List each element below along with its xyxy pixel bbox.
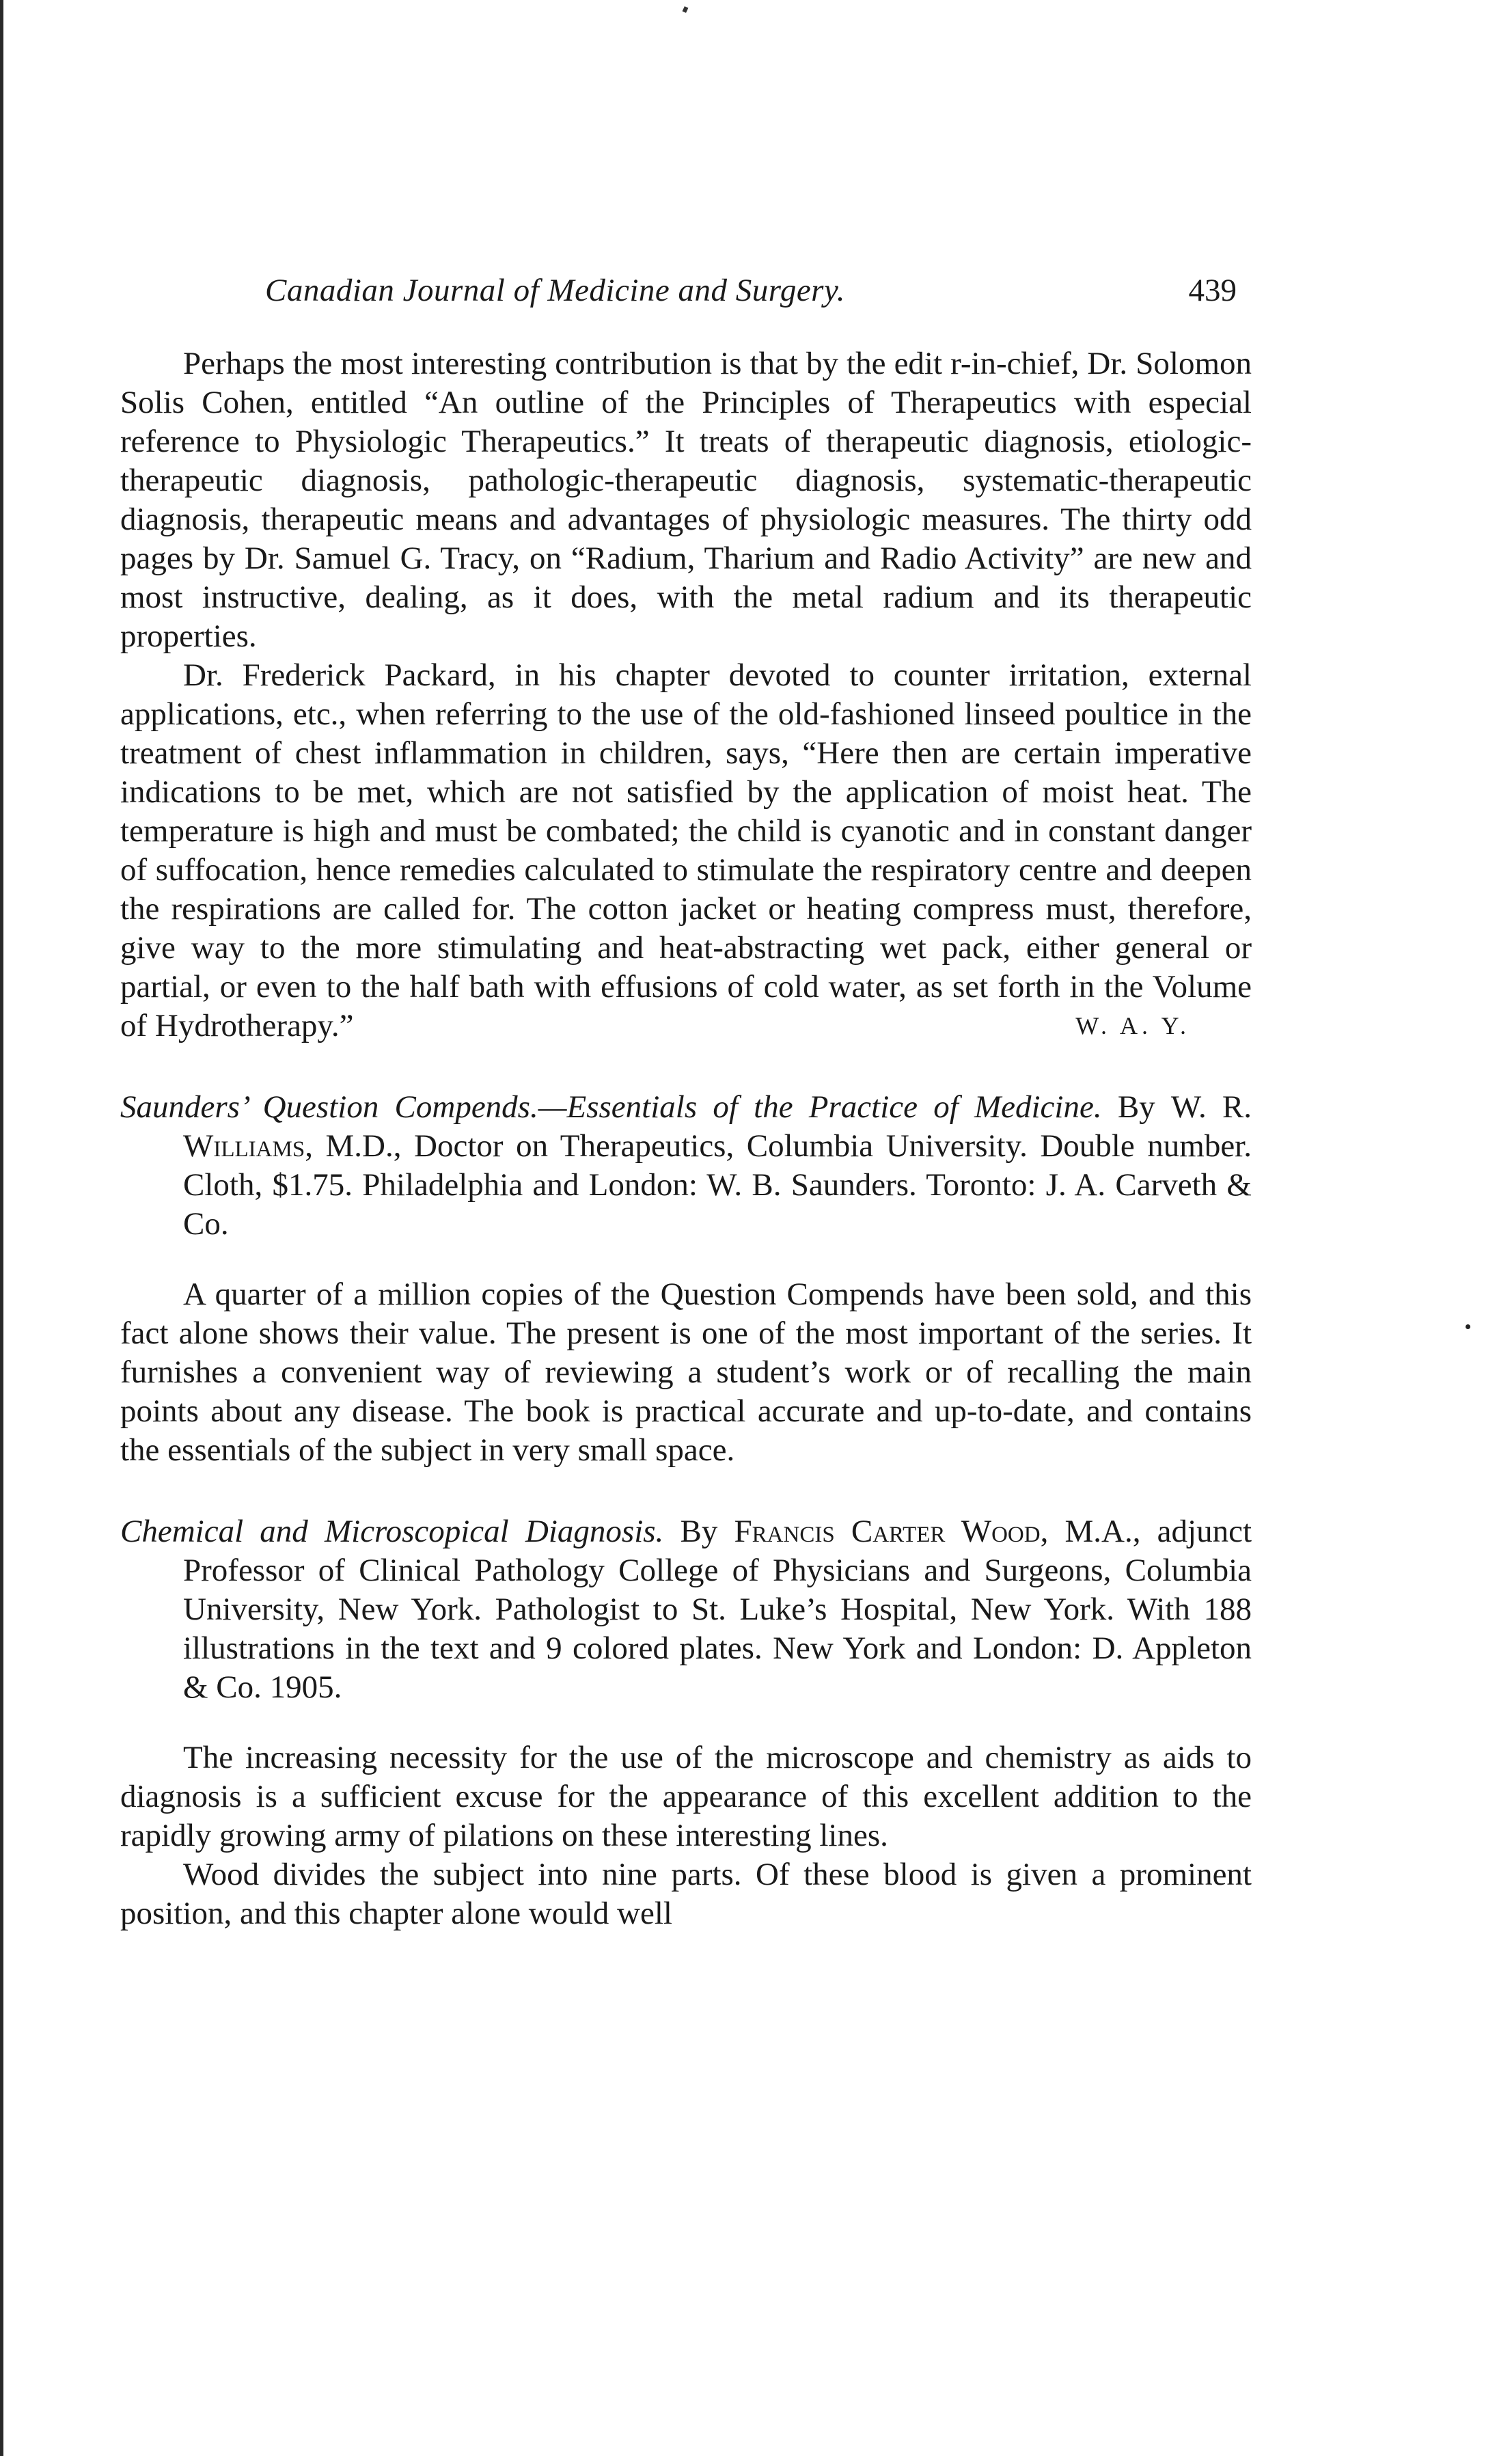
book-details: , M.D., Doctor on Therapeutics, Columbia University. Double number. Cloth, $1.75. Philadelphia and London: W. B. Saunders. Toronto: J. A. Carveth & Co. [183, 1128, 1252, 1242]
page-number: 439 [1188, 273, 1237, 308]
book-title: Saunders’ Question Compends.—Essentials of the Practice of Medicine. [120, 1089, 1102, 1125]
review-diagnosis [120, 1738, 1252, 1933]
by-label: By [1117, 1089, 1155, 1125]
book-author: W. R. Williams [183, 1089, 1252, 1164]
page-header [120, 272, 1252, 317]
book-citation [120, 1088, 1252, 1244]
book-title: Chemical and Microscopical Diagnosis. [120, 1514, 664, 1549]
review-therapeutics [120, 344, 1252, 1046]
ink-speck [1466, 1324, 1470, 1329]
book-author: Francis Carter Wood [734, 1514, 1041, 1549]
review-paragraph: A quarter of a million copies of the Question Compends have been sold, and this fact alone shows their value. The present is one of the most important of the series. It furnishes a convenient way of reviewing a student’s work or of recalling the main points about any disease. The book is practical accurate and up-to-date, and contains the essentials of the subject in very small space. [120, 1277, 1252, 1468]
review-paragraph: Perhaps the most interesting contribution is that by the edit r-in-chief, Dr. Solomon Solis Cohen, entitled “An outline of the Principles of Therapeutics with especial reference to Physiologic Therapeutics.” It treats of therapeutic diagnosis, etiologic-therapeutic diagnosis, pathologic-therapeutic diagnosis, systematic-therapeutic diagnosis, therapeutic means and advantages of physiologic measures. The thirty odd pages by Dr. Samuel G. Tracy, on “Radium, Tharium and Radio Activity” are new and most instructive, dealing, as it does, with the metal radium and its therapeutic properties. [120, 346, 1252, 654]
book-details: , M.A., adjunct Professor of Clinical Pathology College of Physicians and Surgeons, Columbia University, New York. Pathologist to St. Luke’s Hospital, New York. With 188 illustrations in the text and 9 colored plates. New York and London: D. Appleton & Co. 1905. [183, 1514, 1252, 1705]
review-paragraph: Wood divides the subject into nine parts. Of these blood is given a prominent position, and this chapter alone would well [120, 1857, 1252, 1931]
page-edge-rule [0, 0, 3, 2456]
scan-mark [683, 6, 689, 13]
reviewer-signature: W. A. Y. [1075, 1012, 1190, 1039]
review-question-compends [120, 1275, 1252, 1470]
review-paragraph: The increasing necessity for the use of the microscope and chemistry as aids to diagnosis is a sufficient excuse for the appearance of this excellent addition to the rapidly growing army of pilations on these interesting lines. [120, 1740, 1252, 1853]
journal-page [120, 272, 1252, 1933]
running-head: Canadian Journal of Medicine and Surgery. [265, 273, 845, 308]
review-paragraph [120, 656, 1252, 1046]
book-citation [120, 1512, 1252, 1707]
by-label: By [680, 1514, 718, 1549]
review-paragraph-text: Dr. Frederick Packard, in his chapter devoted to counter irritation, external applications, etc., when referring to the use of the old-fashioned linseed poultice in the treatment of chest inflammation in children, says, “Here then are certain imperative indications to be met, which are not satisfied by the application of moist heat. The temperature is high and must be combated; the child is cyanotic and in constant danger of suffocation, hence remedies calculated to stimulate the respiratory centre and deepen the respirations are called for. The cotton jacket or heating compress must, therefore, give way to the more stimulating and heat-abstracting wet pack, either general or partial, or even to the half bath with effusions of cold water, as set forth in the Volume of Hydrotherapy.” [120, 657, 1252, 1043]
